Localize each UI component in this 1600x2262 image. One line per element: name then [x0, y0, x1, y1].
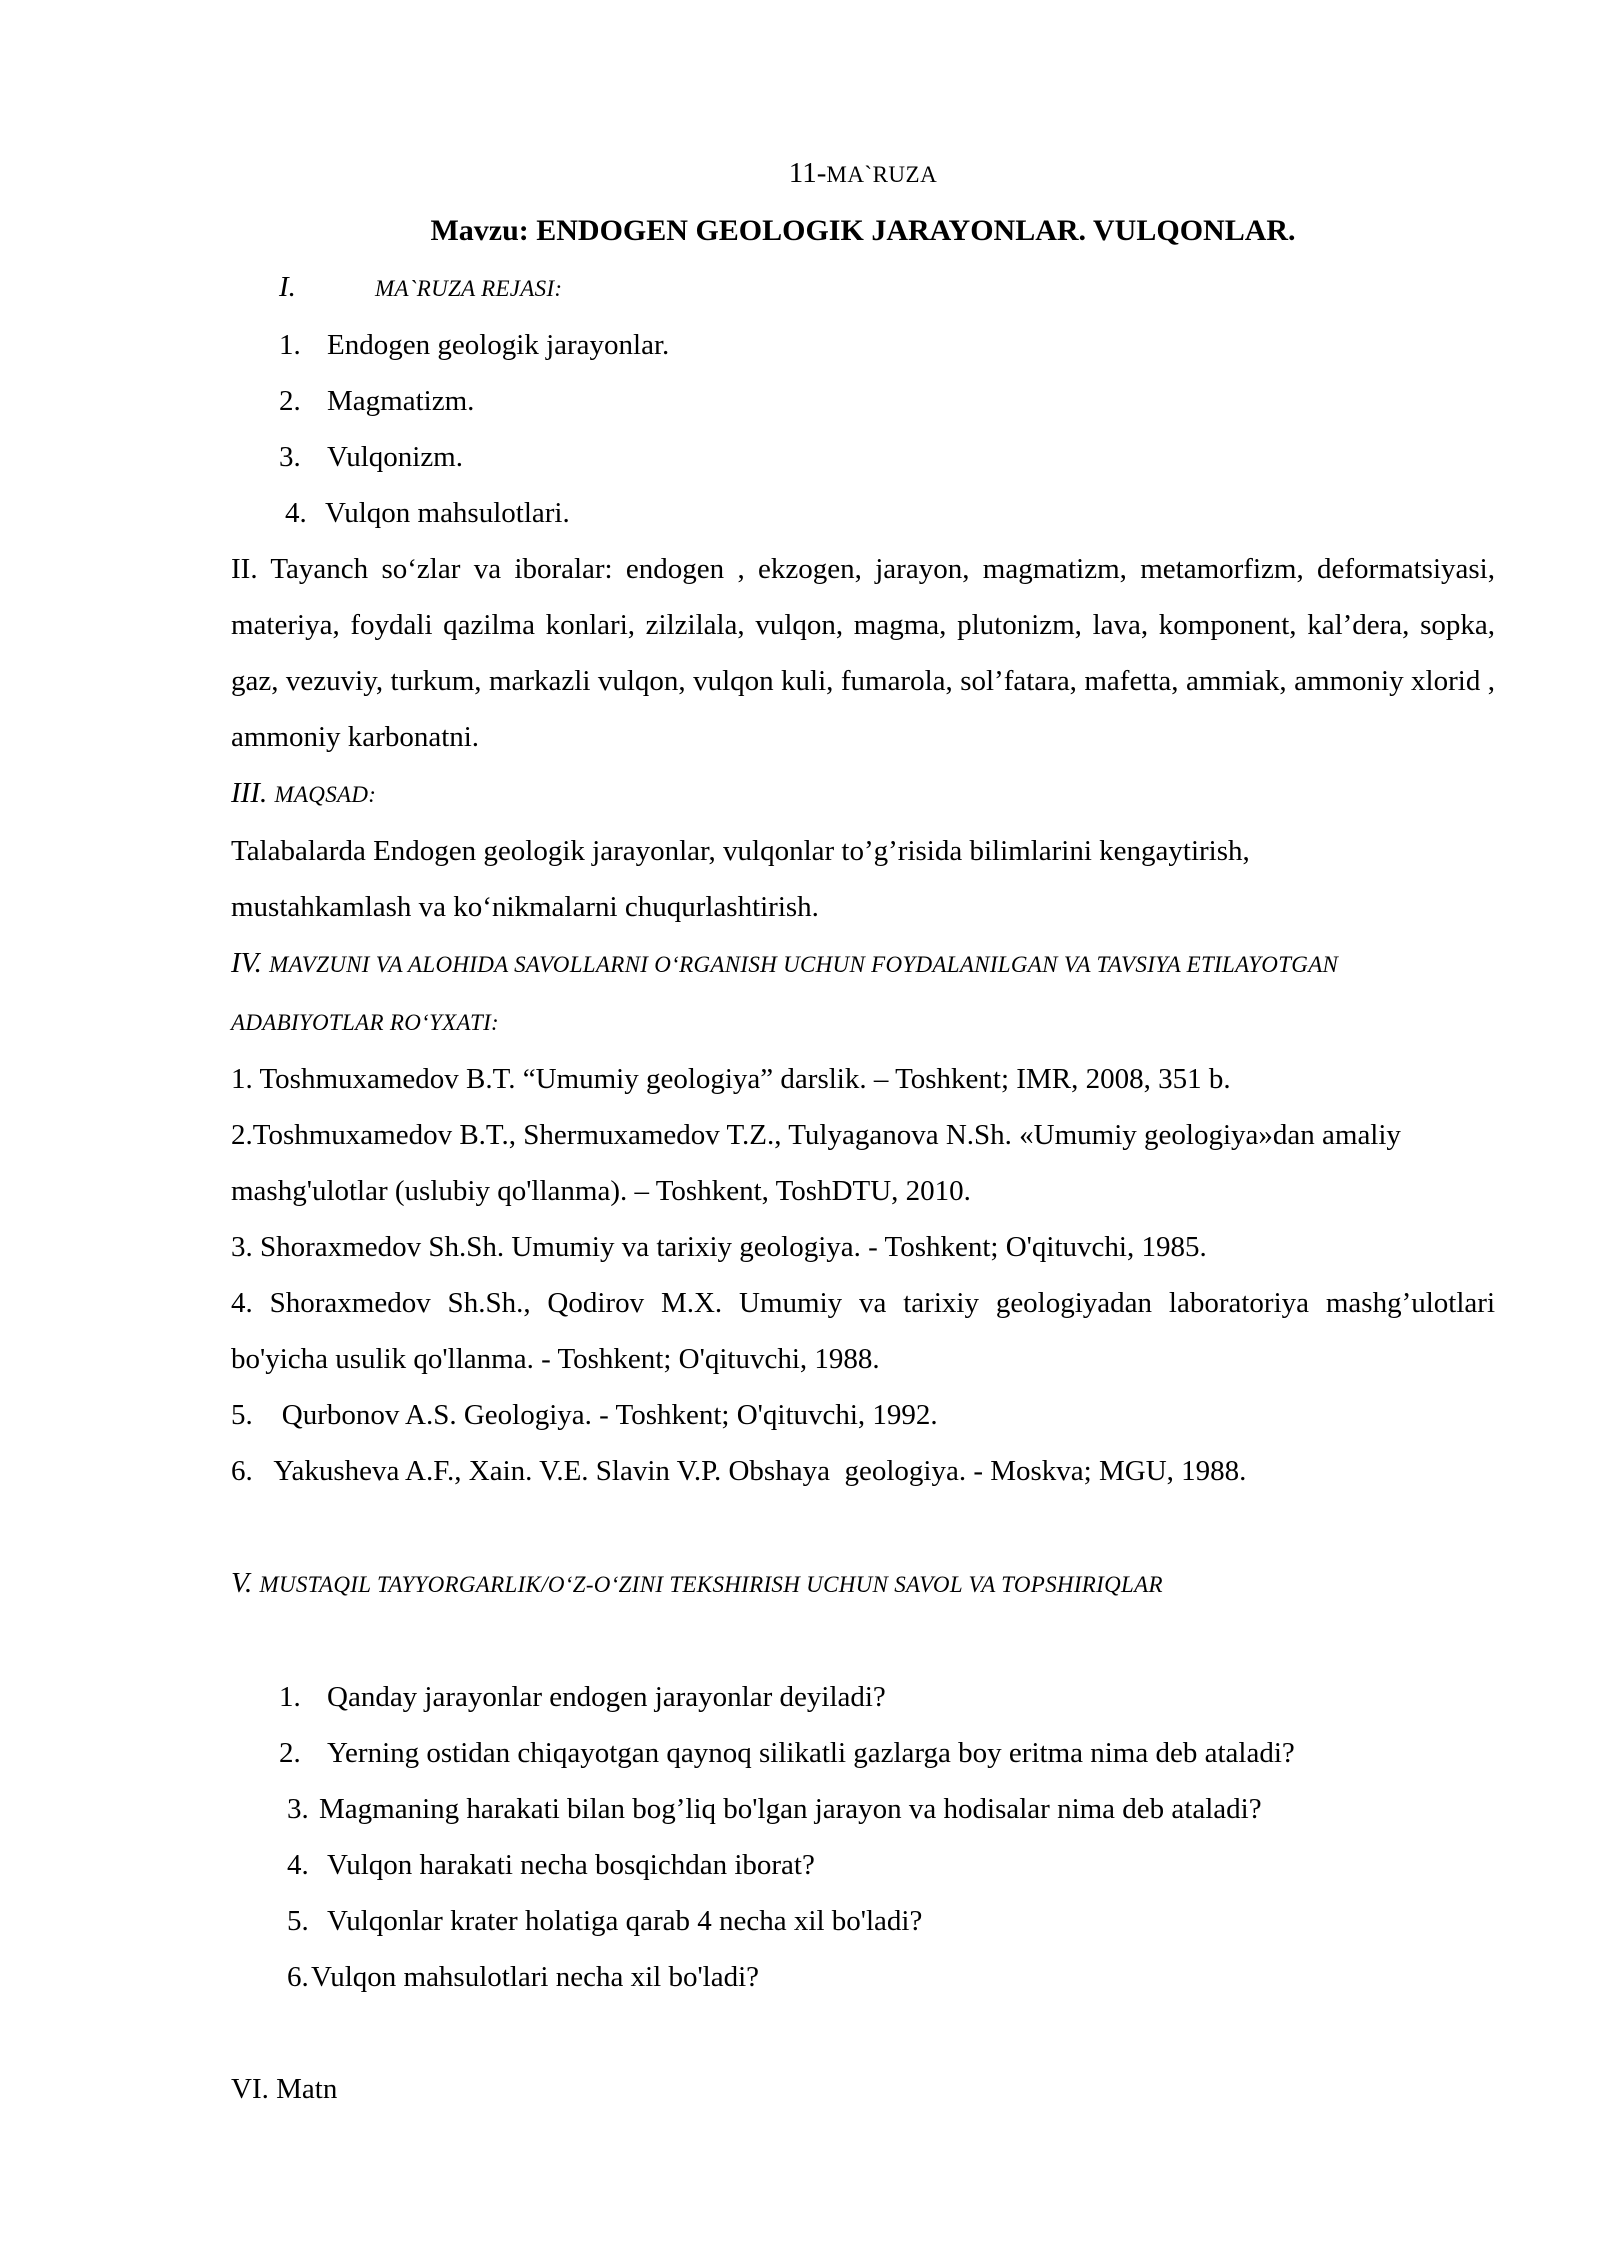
spacer: [231, 1499, 1495, 1555]
plan-heading: [231, 259, 1495, 317]
question-number: 4.: [287, 1849, 309, 1881]
plan-item-text: Endogen geologik jarayonlar.: [327, 329, 670, 361]
plan-item-text: Magmatizm.: [327, 385, 475, 417]
literature-item: 1. Toshmuxamedov B.T. “Umumiy geologiya” darslik. – Toshkent; IMR, 2008, 351 b.: [231, 1063, 1231, 1095]
document-content: [231, 145, 1495, 2117]
goal-heading: [231, 765, 1495, 823]
questions-heading: [231, 1555, 1495, 1613]
question-text: Qanday jarayonlar endogen jarayonlar deyiladi?: [327, 1681, 886, 1713]
literature-item: 5. Qurbonov A.S. Geologiya. - Toshkent; O'qituvchi, 1992.: [231, 1399, 938, 1431]
question-number: 3.: [287, 1793, 309, 1825]
question-number: 2.: [279, 1737, 301, 1769]
plan-item-number: 4.: [285, 497, 307, 529]
question-item: [231, 1837, 1495, 1893]
question-item: [231, 1669, 1495, 1725]
question-text: Vulqon harakati necha bosqichdan iborat?: [327, 1849, 815, 1881]
literature-item: 6. Yakusheva A.F., Xain. V.E. Slavin V.P. Obshaya geologiya. - Moskva; MGU, 1988.: [231, 1455, 1247, 1487]
literature-heading-text: MAVZUNI VA ALOHIDA SAVOLLARNI O‘RGANISH UCHUN FOYDALANILGAN VA TAVSIYA ETILAYOTGAN ADABIYOTLAR RO‘YXATI:: [231, 952, 1339, 1035]
literature-roman: IV.: [231, 947, 262, 979]
plan-item: [231, 317, 1495, 373]
questions-list: [231, 1669, 1495, 2005]
spacer: [231, 2005, 1495, 2061]
literature-heading: [231, 935, 1495, 1051]
question-text: Vulqon mahsulotlari necha xil bo'ladi?: [311, 1961, 760, 1993]
lecture-number-word: MA`RUZA: [826, 162, 938, 187]
plan-item-text: Vulqon mahsulotlari.: [325, 497, 570, 529]
plan-item: [231, 373, 1495, 429]
plan-heading-text: MA`RUZA REJASI:: [375, 276, 563, 301]
lecture-number-prefix: 11-: [788, 157, 827, 189]
goal-roman: III.: [231, 777, 268, 809]
lecture-number: [231, 145, 1495, 203]
question-item: [231, 1725, 1495, 1781]
questions-heading-text: MUSTAQIL TAYYORGARLIK/O‘Z-O‘ZINI TEKSHIRISH UCHUN SAVOL VA TOPSHIRIQLAR: [259, 1572, 1163, 1597]
question-item: [231, 1781, 1495, 1837]
plan-item-number: 1.: [279, 329, 301, 361]
topic-title: Mavzu: ENDOGEN GEOLOGIK JARAYONLAR. VULQONLAR.: [430, 214, 1296, 247]
plan-item: [231, 429, 1495, 485]
literature-item: 4. Shoraxmedov Sh.Sh., Qodirov M.X. Umumiy va tarixiy geologiyadan laboratoriya mashg’ulotlari bo'yicha usulik qo'llanma. - Toshkent; O'qituvchi, 1988.: [231, 1287, 1495, 1375]
literature-item: 2.Toshmuxamedov B.T., Shermuxamedov T.Z., Tulyaganova N.Sh. «Umumiy geologiya»dan amaliy mashg'ulotlar (uslubiy qo'llanma). – Toshkent, ToshDTU, 2010.: [231, 1119, 1401, 1207]
questions-roman: V.: [231, 1567, 253, 1599]
text-section-heading: VI. Matn: [231, 2073, 338, 2105]
spacer: [231, 1613, 1495, 1669]
question-number: 5.: [287, 1905, 309, 1937]
goal-heading-text: MAQSAD:: [274, 782, 377, 807]
plan-item-number: 2.: [279, 385, 301, 417]
keywords-paragraph: II. Tayanch so‘zlar va iboralar: endogen , ekzogen, jarayon, magmatizm, metamorfizm, deformatsiyasi, materiya, foydali qazilma konlari, zilzilala, vulqon, magma, plutonizm, lava, komponent, kal’dera, sopka, gaz, vezuviy, turkum, markazli vulqon, vulqon kuli, fumarola, sol’fatara, mafetta, ammiak, ammoniy xlorid , ammoniy karbonatni.: [231, 553, 1495, 753]
plan-roman: I.: [279, 271, 296, 303]
question-item: [231, 1949, 1495, 2005]
question-item: [231, 1893, 1495, 1949]
question-text: Vulqonlar krater holatiga qarab 4 necha xil bo'ladi?: [327, 1905, 923, 1937]
plan-item-text: Vulqonizm.: [327, 441, 463, 473]
plan-item: [231, 485, 1495, 541]
literature-item: 3. Shoraxmedov Sh.Sh. Umumiy va tarixiy geologiya. - Toshkent; O'qituvchi, 1985.: [231, 1231, 1207, 1263]
goal-paragraph: Talabalarda Endogen geologik jarayonlar, vulqonlar to’g’risida bilimlarini kengaytirish, mustahkamlash va ko‘nikmalarni chuqurlashtirish.: [231, 835, 1250, 923]
question-number: 1.: [279, 1681, 301, 1713]
question-text: Magmaning harakati bilan bog’liq bo'lgan jarayon va hodisalar nima deb ataladi?: [319, 1793, 1262, 1825]
plan-item-number: 3.: [279, 441, 301, 473]
literature-list: [231, 1051, 1495, 1499]
question-number: 6.: [287, 1961, 309, 1993]
question-text: Yerning ostidan chiqayotgan qaynoq silikatli gazlarga boy eritma nima deb ataladi?: [327, 1737, 1295, 1769]
